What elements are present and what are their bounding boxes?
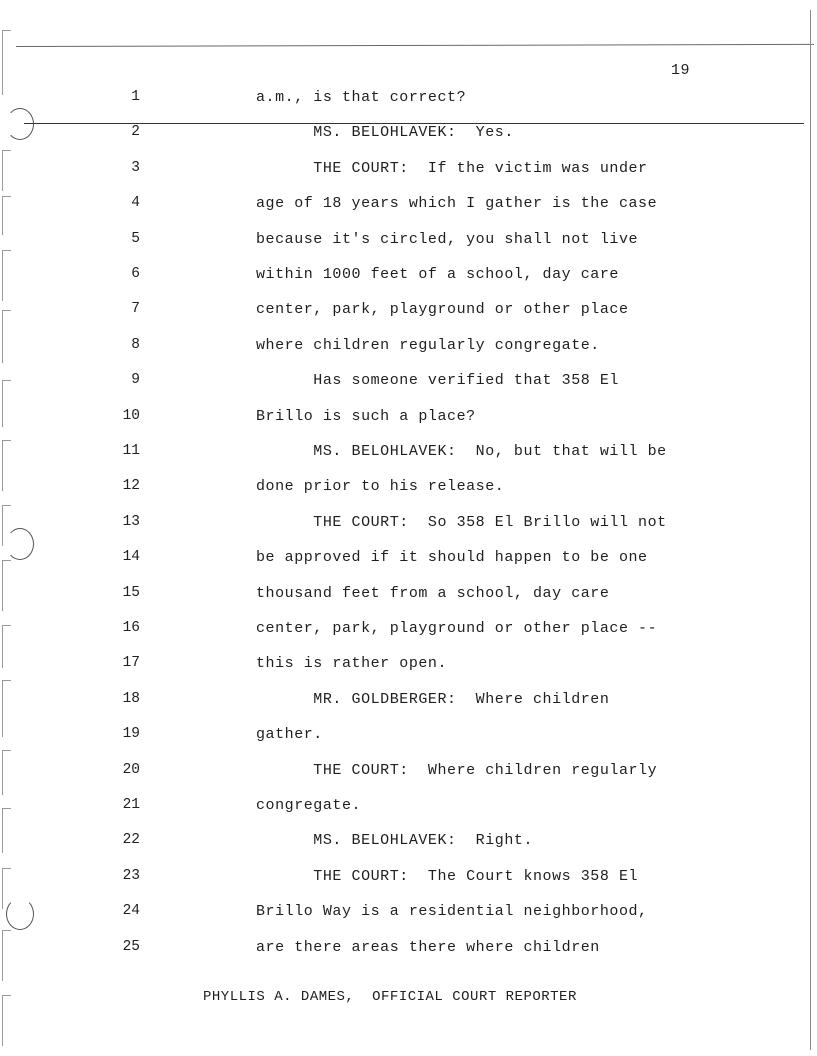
- line-text: gather.: [256, 726, 323, 744]
- transcript-line: [0, 762, 790, 784]
- line-number: 15: [122, 584, 140, 601]
- line-number: 25: [122, 938, 140, 955]
- right-margin-rule: [810, 10, 811, 1050]
- line-underline: [24, 123, 804, 124]
- line-text: THE COURT: The Court knows 358 El: [256, 867, 639, 885]
- transcript-line: [0, 585, 790, 607]
- transcript-line: [0, 372, 790, 394]
- line-text: center, park, playground or other place --: [256, 620, 658, 637]
- line-number: 9: [131, 372, 140, 389]
- line-text: MS. BELOHLAVEK: Right.: [256, 832, 533, 850]
- line-text: where children regularly congregate.: [256, 336, 600, 354]
- line-text: MS. BELOHLAVEK: Yes.: [256, 124, 514, 142]
- court-reporter-footer: PHYLLIS A. DAMES, OFFICIAL COURT REPORTER: [203, 989, 577, 1005]
- transcript-line: [0, 478, 790, 500]
- transcript-line: [0, 726, 790, 748]
- edge-mark: [2, 995, 11, 1046]
- line-number: 18: [122, 690, 140, 707]
- transcript-line: [0, 89, 790, 111]
- header-rule: [16, 44, 814, 47]
- line-text: be approved if it should happen to be one: [256, 549, 648, 567]
- page-number: 19: [671, 62, 691, 79]
- transcript-line: [0, 832, 790, 854]
- transcript-line: [0, 443, 790, 465]
- line-number: 10: [122, 407, 140, 424]
- transcript-line: [0, 939, 790, 961]
- line-text: congregate.: [256, 797, 362, 814]
- line-text: because it's circled, you shall not live: [256, 230, 639, 248]
- edge-mark: [2, 30, 11, 95]
- line-text: THE COURT: If the victim was under: [256, 159, 648, 177]
- line-text: Brillo Way is a residential neighborhood,: [256, 903, 648, 921]
- line-number: 13: [122, 513, 140, 530]
- line-number: 1: [131, 89, 140, 105]
- line-text: THE COURT: So 358 El Brillo will not: [256, 513, 667, 531]
- line-number: 8: [131, 336, 140, 353]
- line-text: MS. BELOHLAVEK: No, but that will be: [256, 443, 667, 460]
- transcript-line: [0, 655, 790, 677]
- transcript-line: [0, 797, 790, 819]
- line-number: 7: [131, 301, 140, 318]
- transcript-line: [0, 903, 790, 925]
- line-number: 2: [131, 124, 140, 141]
- line-text: center, park, playground or other place: [256, 301, 629, 319]
- line-number: 17: [122, 655, 140, 672]
- transcript-line: [0, 691, 790, 713]
- line-text: done prior to his release.: [256, 478, 505, 496]
- transcript-line: [0, 160, 790, 182]
- transcript-line: [0, 266, 790, 288]
- line-number: 5: [131, 230, 140, 247]
- line-text: MR. GOLDBERGER: Where children: [256, 690, 610, 708]
- line-number: 19: [122, 726, 140, 743]
- line-number: 4: [131, 195, 140, 212]
- line-text: age of 18 years which I gather is the case: [256, 195, 658, 213]
- transcript-line: [0, 408, 790, 430]
- line-text: a.m., is that correct?: [256, 89, 467, 106]
- line-number: 11: [122, 443, 140, 459]
- line-number: 22: [122, 832, 140, 849]
- line-number: 20: [122, 761, 140, 778]
- line-text: thousand feet from a school, day care: [256, 584, 610, 602]
- line-text: Has someone verified that 358 El: [256, 372, 619, 390]
- line-number: 21: [122, 797, 140, 813]
- transcript-line: [0, 337, 790, 359]
- line-text: Brillo is such a place?: [256, 407, 476, 425]
- transcript-line: [0, 124, 790, 146]
- transcript-line: [0, 549, 790, 571]
- line-number: 3: [131, 159, 140, 176]
- line-number: 23: [122, 867, 140, 884]
- line-number: 12: [122, 478, 140, 495]
- transcript-line: [0, 620, 790, 642]
- line-number: 14: [122, 549, 140, 566]
- line-text: this is rather open.: [256, 655, 448, 673]
- transcript-line: [0, 195, 790, 217]
- transcript-line: [0, 868, 790, 890]
- line-number: 24: [122, 903, 140, 920]
- line-text: are there areas there where children: [256, 938, 600, 956]
- transcript-line: [0, 301, 790, 323]
- transcript-line: [0, 514, 790, 536]
- line-number: 6: [131, 266, 140, 282]
- line-text: THE COURT: Where children regularly: [256, 761, 658, 779]
- line-number: 16: [122, 620, 140, 636]
- transcript-line: [0, 231, 790, 253]
- line-text: within 1000 feet of a school, day care: [256, 266, 619, 283]
